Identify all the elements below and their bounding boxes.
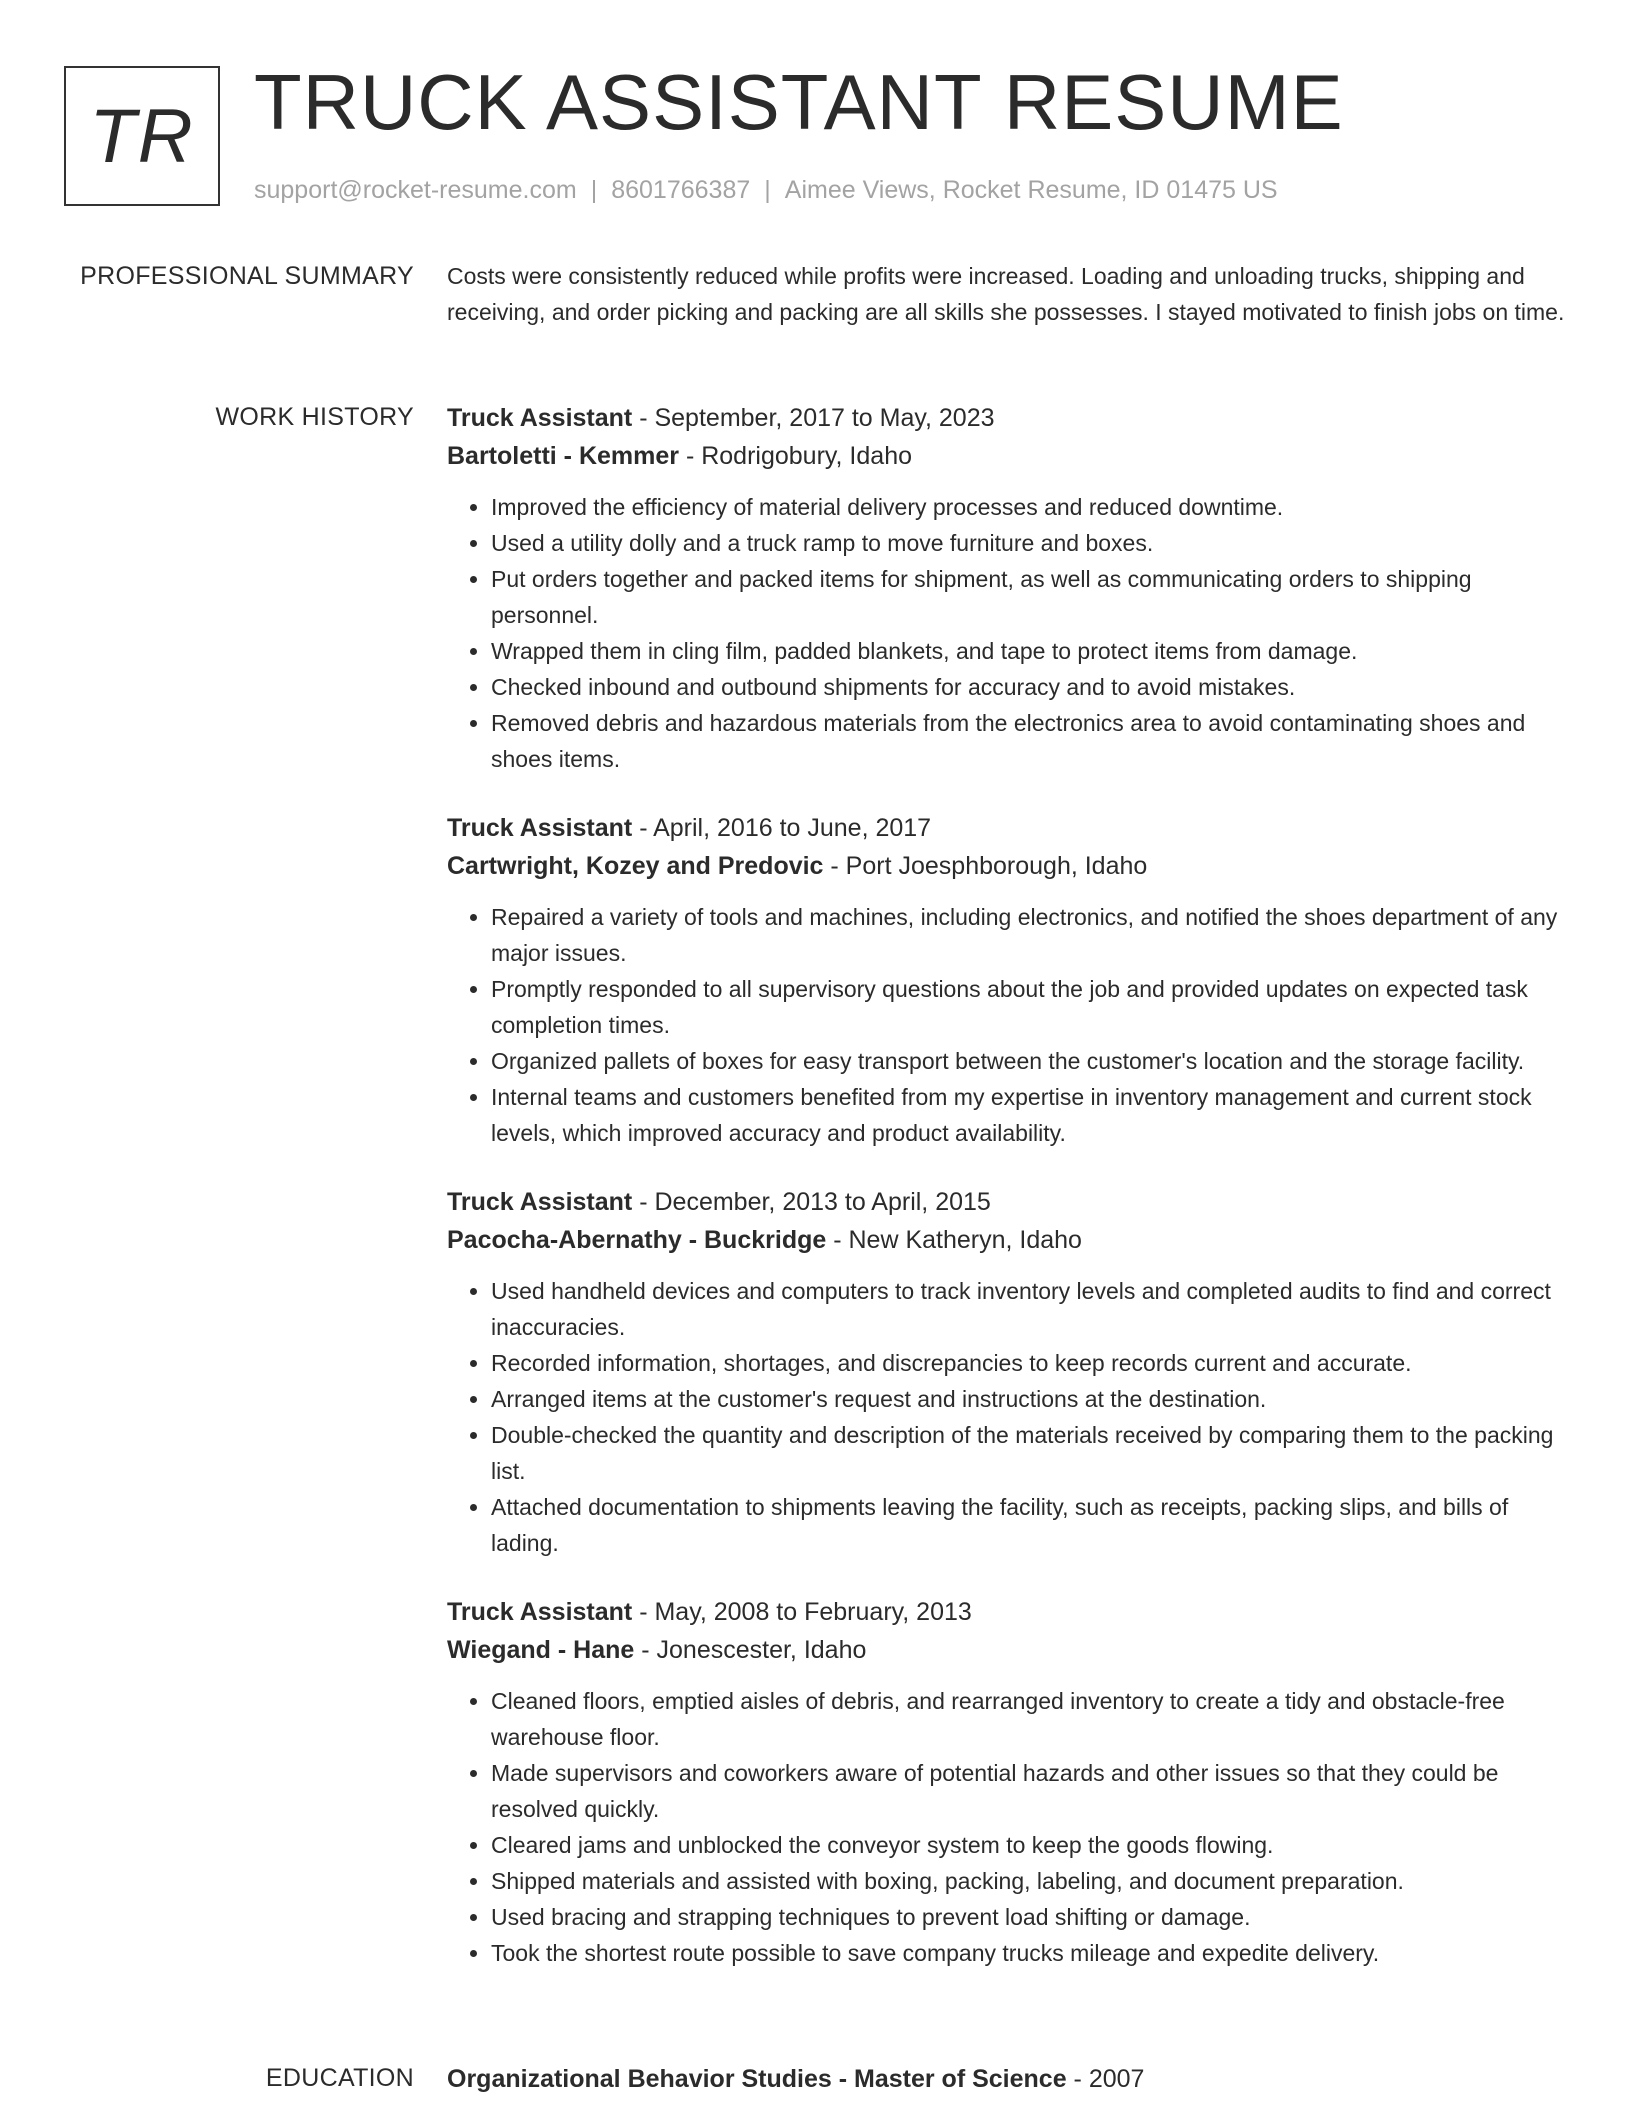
- job-bullet: • Recorded information, shortages, and discrepancies to keep records current and accurate.: [491, 1345, 1567, 1381]
- monogram-logo: TR: [64, 66, 220, 206]
- job-location: - Port Joesphborough, Idaho: [823, 852, 1148, 880]
- work-history-label: WORK HISTORY: [215, 403, 414, 431]
- job-company: Pacocha-Abernathy - Buckridge: [447, 1226, 827, 1254]
- job-dates: - May, 2008 to February, 2013: [632, 1598, 972, 1626]
- job-bullet: • Organized pallets of boxes for easy transport between the customer's location and the storage facility.: [491, 1043, 1567, 1079]
- job-bullet: • Internal teams and customers benefited from my expertise in inventory management and current stock levels, which improved accuracy and product availability.: [491, 1079, 1567, 1151]
- job-bullet: • Took the shortest route possible to save company trucks mileage and expedite delivery.: [491, 1935, 1567, 1971]
- job-company: Bartoletti - Kemmer: [447, 442, 679, 470]
- job-bullet: • Put orders together and packed items for shipment, as well as communicating orders to shipping personnel.: [491, 561, 1567, 633]
- job-location: - New Katheryn, Idaho: [826, 1226, 1082, 1254]
- education-year: - 2007: [1066, 2065, 1145, 2093]
- summary-label: PROFESSIONAL SUMMARY: [80, 262, 414, 290]
- job-bullet: • Used handheld devices and computers to track inventory levels and completed audits to find and correct inaccuracies.: [491, 1273, 1567, 1345]
- education-degree: Organizational Behavior Studies - Master of Science: [447, 2065, 1067, 2093]
- job-location: - Rodrigobury, Idaho: [679, 442, 912, 470]
- job-bullet: • Double-checked the quantity and description of the materials received by comparing them to the packing list.: [491, 1417, 1567, 1489]
- job-bullet: • Arranged items at the customer's request and instructions at the destination.: [491, 1381, 1567, 1417]
- job-title: Truck Assistant: [447, 404, 633, 432]
- education-entry: [447, 2060, 1567, 2098]
- job-bullet: • Wrapped them in cling film, padded blankets, and tape to protect items from damage.: [491, 633, 1567, 669]
- contact-address: Aimee Views, Rocket Resume, ID 01475 US: [784, 176, 1278, 204]
- job-list: [447, 399, 1567, 2003]
- job-location: - Jonescester, Idaho: [634, 1636, 867, 1664]
- job-entry: [447, 399, 1567, 777]
- job-bullet: • Shipped materials and assisted with boxing, packing, labeling, and document preparation.: [491, 1863, 1567, 1899]
- job-bullet: • Checked inbound and outbound shipments for accuracy and to avoid mistakes.: [491, 669, 1567, 705]
- contact-separator: |: [764, 176, 771, 204]
- job-company-line: [447, 1631, 1567, 1669]
- summary-text: Costs were consistently reduced while profits were increased. Loading and unloading trucks, shipping and receiving, and order picking and packing are all skills she possesses. I stayed motivated to finish jobs on time.: [447, 263, 1565, 325]
- job-company: Wiegand - Hane: [447, 1636, 635, 1664]
- job-bullet: • Improved the efficiency of material delivery processes and reduced downtime.: [491, 489, 1567, 525]
- job-bullet: • Used a utility dolly and a truck ramp to move furniture and boxes.: [491, 525, 1567, 561]
- job-dates: - April, 2016 to June, 2017: [632, 814, 932, 842]
- job-company: Cartwright, Kozey and Predovic: [447, 852, 824, 880]
- job-company-line: [447, 437, 1567, 475]
- job-bullets: [447, 489, 1567, 777]
- contact-separator: |: [590, 176, 598, 204]
- job-title: Truck Assistant: [447, 814, 633, 842]
- job-bullet: • Repaired a variety of tools and machines, including electronics, and notified the shoes department of any major issues.: [491, 899, 1567, 971]
- job-bullet: • Promptly responded to all supervisory questions about the job and provided updates on expected task completion times.: [491, 971, 1567, 1043]
- job-entry: [447, 809, 1567, 1151]
- resume-title: TRUCK ASSISTANT RESUME: [254, 58, 1344, 146]
- job-bullet: • Cleaned floors, emptied aisles of debris, and rearranged inventory to create a tidy and obstacle-free warehouse floor.: [491, 1683, 1567, 1755]
- education-label: EDUCATION: [265, 2064, 414, 2092]
- job-entry: [447, 1593, 1567, 1971]
- job-bullets: [447, 1683, 1567, 1971]
- job-title-line: [447, 809, 1567, 847]
- job-title-line: [447, 1183, 1567, 1221]
- contact-email[interactable]: support@rocket-resume.com: [254, 176, 577, 204]
- job-title: Truck Assistant: [447, 1598, 633, 1626]
- job-bullet: • Used bracing and strapping techniques to prevent load shifting or damage.: [491, 1899, 1567, 1935]
- job-bullet: • Removed debris and hazardous materials from the electronics area to avoid contaminating shoes and shoes items.: [491, 705, 1567, 777]
- job-dates: - December, 2013 to April, 2015: [632, 1188, 991, 1216]
- job-bullet: • Cleared jams and unblocked the conveyor system to keep the goods flowing.: [491, 1827, 1567, 1863]
- job-title-line: [447, 399, 1567, 437]
- job-dates: - September, 2017 to May, 2023: [632, 404, 995, 432]
- job-title-line: [447, 1593, 1567, 1631]
- contact-phone[interactable]: 8601766387: [611, 176, 751, 204]
- job-title: Truck Assistant: [447, 1188, 633, 1216]
- job-bullet: • Made supervisors and coworkers aware of potential hazards and other issues so that they could be resolved quickly.: [491, 1755, 1567, 1827]
- job-bullets: [447, 1273, 1567, 1561]
- contact-line: [254, 172, 1278, 208]
- job-bullet: • Attached documentation to shipments leaving the facility, such as receipts, packing slips, and bills of lading.: [491, 1489, 1567, 1561]
- job-company-line: [447, 847, 1567, 885]
- job-entry: [447, 1183, 1567, 1561]
- job-company-line: [447, 1221, 1567, 1259]
- job-bullets: [447, 899, 1567, 1151]
